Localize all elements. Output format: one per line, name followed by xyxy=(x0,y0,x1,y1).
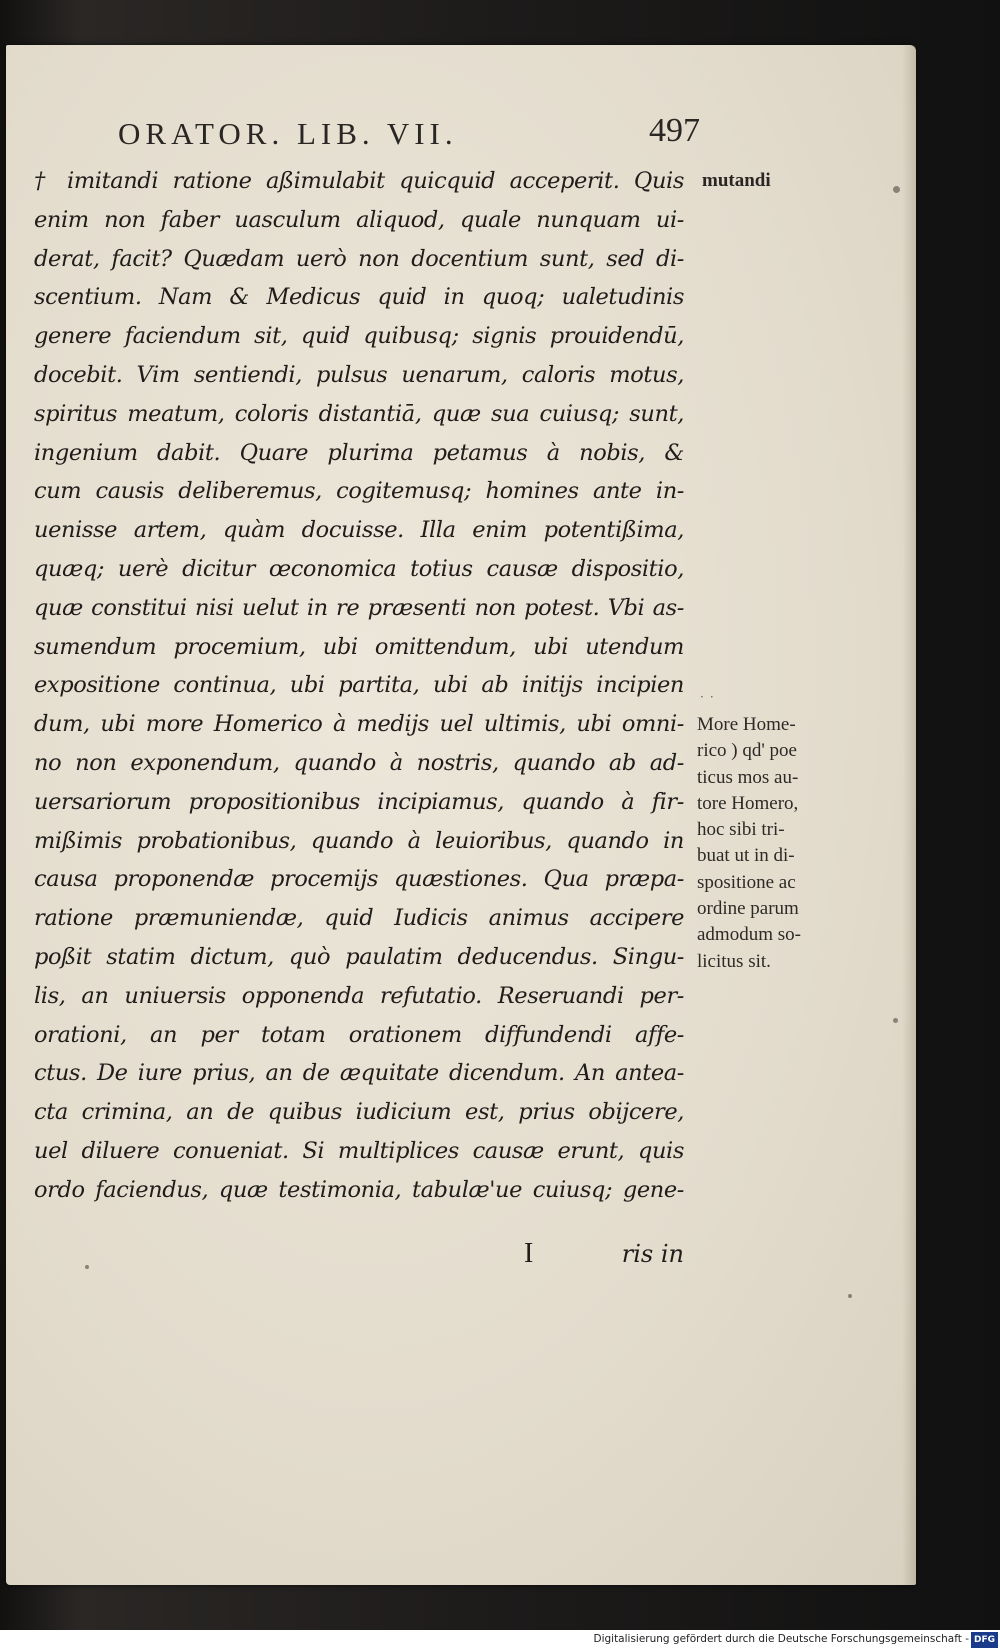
text-line: sumendum procemium, ubi omittendum, ubi utendum xyxy=(34,633,684,660)
digitization-credit: Digitalisierung gefördert durch die Deutsche Forschungsgemeinschaft - xyxy=(593,1633,969,1645)
text-line: no non exponendum, quando à nostris, quando ab ad- xyxy=(34,749,684,776)
text-line: orationi, an per totam orationem diffundendi affe- xyxy=(34,1021,684,1048)
text-line: spiritus meatum, coloris distantiā, quæ sua cuiusq; sunt, xyxy=(34,400,684,427)
page-header xyxy=(110,112,700,158)
text-line: quæ constitui nisi uelut in re præsenti non potest. Vbi as- xyxy=(34,594,684,621)
paper-speck xyxy=(893,186,900,193)
page-edge-shadow xyxy=(902,45,916,1585)
text-line: ctus. De iure prius, an de æquitate dicendum. An antea- xyxy=(34,1060,684,1087)
marginal-note-line: ticus mos au- xyxy=(697,766,799,788)
text-line: dum, ubi more Homerico à medijs uel ultimis, ubi omni- xyxy=(34,711,684,738)
text-line: cum causis deliberemus, cogitemusq; homines ante in- xyxy=(34,478,684,505)
paper-speck xyxy=(85,1265,89,1269)
text-line: ordo faciendus, quæ testimonia, tabulæ'ue cuiusq; gene- xyxy=(34,1176,684,1203)
body-text xyxy=(34,162,684,1210)
margin-dots: ·· xyxy=(700,690,720,704)
marginal-note-line: rico ) qd' poe xyxy=(697,740,797,762)
paper-speck xyxy=(893,1018,898,1023)
text-line: uel diluere conueniat. Si multiplices causæ erunt, quis xyxy=(34,1137,684,1164)
marginal-note-line: ordine parum xyxy=(697,898,799,920)
marginal-note xyxy=(697,712,847,975)
page-number: 497 xyxy=(649,112,700,149)
text-line: uersariorum propositionibus incipiamus, quando à fir- xyxy=(34,788,684,815)
text-line: quæq; uerè dicitur œconomica totius causæ dispositio, xyxy=(34,555,684,582)
marginal-note-line: buat ut in di- xyxy=(697,845,795,867)
text-line: docebit. Vim sentiendi, pulsus uenarum, caloris motus, xyxy=(34,361,684,388)
marginal-note-line: admodum so- xyxy=(697,924,801,946)
text-line: lis, an uniuersis opponenda refutatio. Reseruandi per- xyxy=(34,982,684,1009)
text-line: derat, facit? Quædam uerò non docentium sunt, sed di- xyxy=(34,245,684,272)
text-line: mißimis probationibus, quando à leuioribus, quando in xyxy=(34,827,684,854)
text-line: expositione continua, ubi partita, ubi ab initijs incipien xyxy=(34,672,684,699)
text-line: cta crimina, an de quibus iudicium est, prius obijcere, xyxy=(34,1099,684,1126)
marginal-note-line: tore Homero, xyxy=(697,792,799,814)
catchword: ris in xyxy=(621,1240,684,1268)
text-line: ingenium dabit. Quare plurima petamus à nobis, & xyxy=(34,439,684,466)
text-line: † imitandi ratione aßimulabit quicquid acceperit. Quis xyxy=(34,168,684,194)
marginal-note-line: More Home- xyxy=(697,714,796,735)
text-line: uenisse artem, quàm docuisse. Illa enim potentißima, xyxy=(34,517,684,544)
marginal-correction: mutandi xyxy=(702,170,771,191)
running-head: ORATOR. LIB. VII. xyxy=(118,116,458,151)
text-line: causa proponendæ procemijs quæstiones. Qua præpa- xyxy=(34,866,684,893)
dfg-logo: DFG xyxy=(971,1632,998,1648)
marginal-note-line: hoc sibi tri- xyxy=(697,819,785,841)
text-line: scentium. Nam & Medicus quid in quoq; ualetudinis xyxy=(34,284,684,311)
marginal-note-line: spositione ac xyxy=(697,871,796,893)
signature-mark: I xyxy=(524,1238,534,1269)
text-line: poßit statim dictum, quò paulatim deducendus. Singu- xyxy=(34,943,684,970)
page-foot xyxy=(34,1238,684,1278)
paper-speck xyxy=(848,1294,852,1298)
text-line: genere faciendum sit, quid quibusq; signis prouidendū, xyxy=(34,323,684,350)
text-line: enim non faber uasculum aliquod, quale nunquam ui- xyxy=(34,206,684,233)
text-line: ratione præmuniendæ, quid Iudicis animus accipere xyxy=(34,905,684,932)
marginal-note-line: licitus sit. xyxy=(697,950,771,972)
digitization-footer xyxy=(0,1630,1000,1651)
